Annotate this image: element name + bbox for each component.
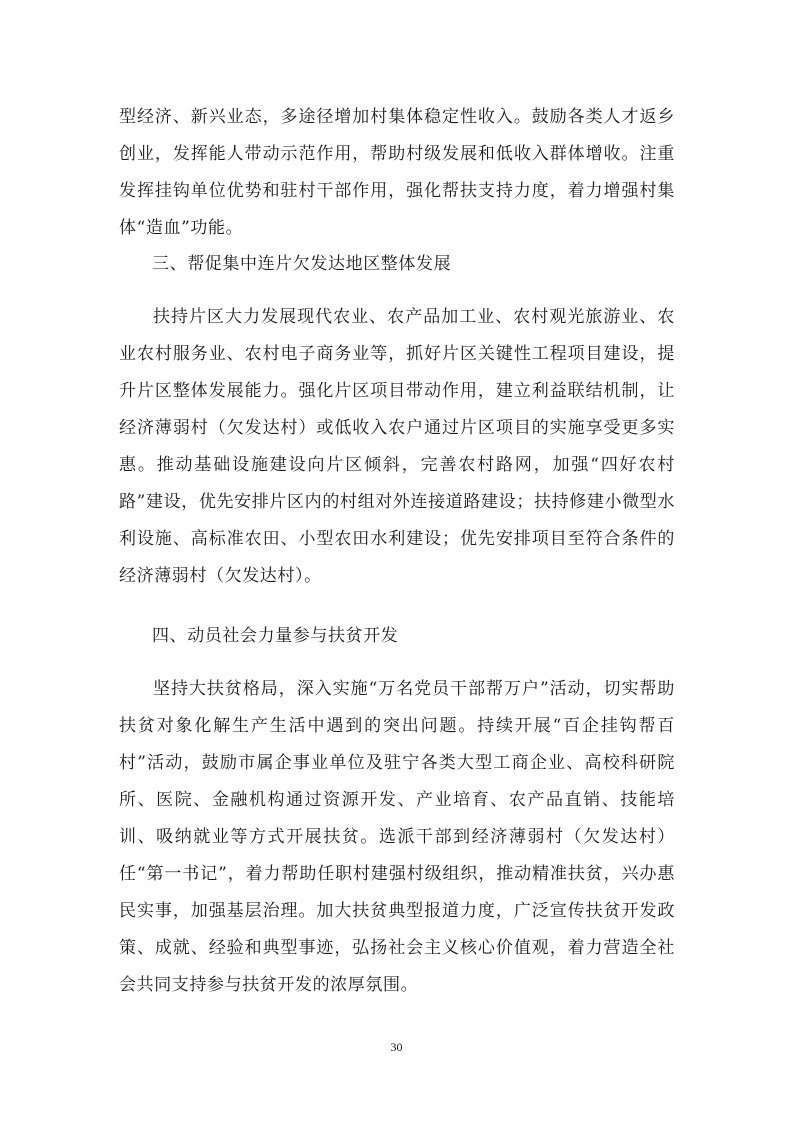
- page-number: 30: [390, 1040, 403, 1054]
- body-paragraph-continued: 型经济、新兴业态，多途径增加村集体稳定性收入。鼓励各类人才返乡创业，发挥能人带动示范作用，帮助村级发展和低收入群体增收。注重发挥挂钩单位优势和驻村干部作用，强化帮扶支持力度，着力增强村集体“造血”功能。: [119, 107, 675, 238]
- section-heading-4: 四、动员社会力量参与扶贫开发: [152, 626, 399, 646]
- body-paragraph-section-3: 扶持片区大力发展现代农业、农产品加工业、农村观光旅游业、农业农村服务业、农村电子商务业等，抓好片区关键性工程项目建设，提升片区整体发展能力。强化片区项目带动作用，建立利益联结机制，让经济薄弱村（欠发达村）或低收入农户通过片区项目的实施享受更多实惠。推动基础设施建设向片区倾斜，完善农村路网，加强“四好农村路”建设，优先安排片区内的村组对外连接道路建设；扶持修建小微型水利设施、高标准农田、小型农田水利建设；优先安排项目至符合条件的经济薄弱村（欠发达村）。: [119, 307, 675, 586]
- section-heading-3: 三、帮促集中连片欠发达地区整体发展: [152, 254, 452, 274]
- body-paragraph-section-4: 坚持大扶贫格局，深入实施“万名党员干部帮万户”活动，切实帮助扶贫对象化解生产生活中遇到的突出问题。持续开展“百企挂钩帮百村”活动，鼓励市属企事业单位及驻宁各类大型工商企业、高校科研院所、医院、金融机构通过资源开发、产业培育、农产品直销、技能培训、吸纳就业等方式开展扶贫。选派干部到经济薄弱村（欠发达村）任“第一书记”，着力帮助任职村建强村级组织，推动精准扶贫，兴办惠民实事，加强基层治理。加大扶贫典型报道力度，广泛宣传扶贫开发政策、成就、经验和典型事迹，弘扬社会主义核心价值观，着力营造全社会共同支持参与扶贫开发的浓厚氛围。: [119, 679, 675, 995]
